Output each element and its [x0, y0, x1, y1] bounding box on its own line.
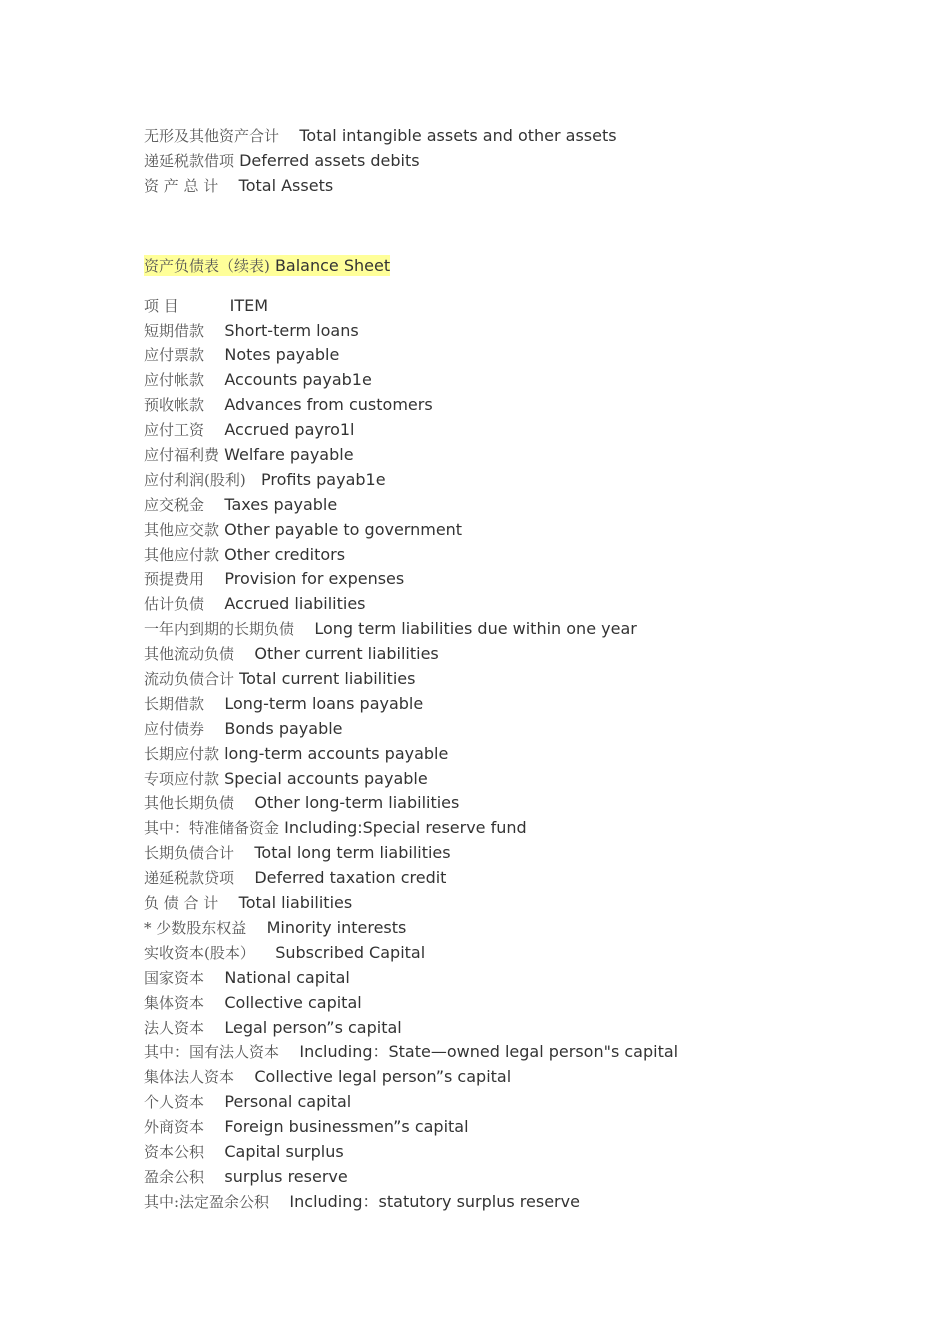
term-english: Total current liabilities	[239, 669, 416, 689]
term-chinese: 应付票款	[144, 346, 205, 365]
term-separator	[204, 968, 224, 987]
term-english: Provision for expenses	[224, 569, 405, 589]
term-separator	[234, 1067, 254, 1086]
term-english: Total long term liabilities	[254, 843, 451, 863]
term-chinese: * 少数股东权益	[144, 918, 247, 937]
term-chinese: 应交税金	[144, 495, 205, 514]
term-separator	[218, 176, 238, 195]
term-separator	[204, 395, 224, 414]
term-chinese: 法人资本	[144, 1018, 205, 1037]
term-chinese: 其他流动负债	[144, 645, 235, 664]
term-row	[144, 493, 904, 518]
term-row	[144, 692, 904, 717]
term-chinese: 项 目	[144, 296, 179, 315]
term-row	[144, 1040, 904, 1065]
term-chinese: 资本公积	[144, 1142, 205, 1161]
term-english: Subscribed Capital	[275, 942, 426, 962]
term-chinese: 专项应付款	[144, 769, 220, 788]
term-chinese: 其中：特准储备资金	[144, 819, 280, 838]
term-chinese: 其他应交款	[144, 520, 220, 539]
term-chinese: 实收资本(股本）	[144, 943, 255, 962]
term-separator	[204, 345, 224, 364]
term-row	[144, 368, 904, 393]
term-chinese: 应付帐款	[144, 371, 205, 390]
term-english: Collective legal person”s capital	[254, 1067, 512, 1087]
section-title-highlight	[144, 255, 390, 276]
term-english: Other current liabilities	[254, 644, 439, 664]
term-separator	[279, 1042, 299, 1061]
term-row	[144, 149, 904, 174]
term-english: Deferred assets debits	[239, 150, 420, 170]
term-english: Capital surplus	[224, 1141, 344, 1161]
term-row	[144, 468, 904, 493]
term-chinese: 流动负债合计	[144, 670, 235, 689]
term-chinese: 递延税款贷项	[144, 869, 235, 888]
term-separator	[204, 420, 224, 439]
term-separator	[204, 594, 224, 613]
term-english: Personal capital	[224, 1092, 352, 1112]
term-separator	[204, 1092, 224, 1111]
term-row	[144, 174, 904, 199]
term-separator	[204, 1167, 224, 1186]
term-chinese: 应付债券	[144, 719, 205, 738]
term-separator	[204, 719, 224, 738]
term-english: Special accounts payable	[224, 768, 428, 788]
term-row	[144, 319, 904, 344]
spacer	[144, 278, 904, 294]
term-row	[144, 343, 904, 368]
liabilities-equity-block	[144, 294, 904, 1215]
term-chinese: 无形及其他资产合计	[144, 127, 280, 145]
term-english: Minority interests	[266, 917, 407, 937]
term-row	[144, 966, 904, 991]
term-row	[144, 767, 904, 792]
term-separator	[234, 868, 254, 887]
term-english: Other payable to government	[224, 519, 463, 539]
term-chinese: 其中:法定盈余公积	[144, 1192, 270, 1211]
term-english: Total intangible assets and other assets	[299, 126, 617, 145]
term-separator	[234, 644, 254, 663]
term-chinese: 集体资本	[144, 993, 205, 1012]
term-chinese: 个人资本	[144, 1093, 205, 1112]
term-separator	[204, 1142, 224, 1161]
term-english: Accounts payab1e	[224, 370, 372, 390]
term-row	[144, 1190, 904, 1215]
term-row	[144, 518, 904, 543]
term-english: Accrued liabilities	[224, 594, 366, 614]
term-chinese: 应付工资	[144, 421, 205, 440]
term-row	[144, 1016, 904, 1041]
term-separator	[204, 694, 224, 713]
term-row	[144, 1140, 904, 1165]
term-chinese: 预提费用	[144, 570, 205, 589]
section-title	[144, 253, 904, 278]
term-chinese: 估计负债	[144, 595, 205, 614]
term-row	[144, 941, 904, 966]
term-row	[144, 1065, 904, 1090]
term-row	[144, 667, 904, 692]
term-separator	[204, 321, 224, 340]
term-english: Taxes payable	[224, 494, 338, 514]
term-separator	[204, 495, 224, 514]
term-english: Total Assets	[238, 175, 334, 195]
term-chinese: 应付利润(股利)	[144, 470, 246, 489]
term-separator	[218, 893, 238, 912]
term-separator	[269, 1192, 289, 1211]
term-row	[144, 124, 904, 149]
term-english: Other creditors	[224, 544, 346, 564]
term-row	[144, 1165, 904, 1190]
term-row	[144, 717, 904, 742]
term-english: Long term liabilities due within one year	[314, 619, 637, 639]
term-english: surplus reserve	[224, 1166, 348, 1186]
term-row	[144, 393, 904, 418]
term-english: Notes payable	[224, 345, 340, 365]
term-separator	[294, 619, 314, 638]
term-english: Collective capital	[224, 992, 362, 1012]
term-separator	[204, 370, 224, 389]
term-english: Bonds payable	[224, 718, 343, 738]
term-chinese: 国家资本	[144, 968, 205, 987]
term-row	[144, 592, 904, 617]
term-chinese: 预收帐款	[144, 396, 205, 415]
term-english: Other long-term liabilities	[254, 793, 460, 813]
term-chinese: 外商资本	[144, 1118, 205, 1137]
term-english: Deferred taxation credit	[254, 868, 447, 888]
term-chinese: 盈余公积	[144, 1167, 205, 1186]
term-english: ITEM	[229, 295, 269, 315]
term-separator	[246, 470, 261, 489]
section-title-zh: 资产负债表（续表)	[144, 256, 270, 275]
term-chinese: 其他应付款	[144, 545, 220, 564]
term-english: Long-term loans payable	[224, 693, 424, 713]
document-page	[144, 124, 904, 1215]
term-row	[144, 916, 904, 941]
term-english: Including：statutory surplus reserve	[289, 1191, 580, 1211]
term-row	[144, 742, 904, 767]
assets-summary-block	[144, 124, 904, 199]
term-english: Accrued payro1l	[224, 420, 355, 440]
term-english: Profits payab1e	[260, 469, 386, 489]
term-chinese: 负 债 合 计	[144, 894, 219, 913]
spacer	[144, 199, 904, 253]
term-row	[144, 841, 904, 866]
term-chinese: 递延税款借项	[144, 151, 235, 170]
term-english: Welfare payable	[224, 445, 354, 465]
term-separator	[204, 569, 224, 588]
term-english: Advances from customers	[224, 395, 433, 415]
term-row	[144, 891, 904, 916]
term-chinese: 短期借款	[144, 321, 205, 340]
term-english: Including:Special reserve fund	[284, 818, 527, 838]
term-chinese: 长期借款	[144, 694, 205, 713]
term-row	[144, 1115, 904, 1140]
term-chinese: 长期应付款	[144, 744, 220, 763]
term-chinese: 资 产 总 计	[144, 176, 219, 195]
term-separator	[246, 918, 266, 937]
term-english: Including：State—owned legal person"s capital	[299, 1042, 679, 1062]
term-english: Total liabilities	[238, 893, 353, 913]
term-row	[144, 791, 904, 816]
term-separator	[204, 993, 224, 1012]
term-row	[144, 816, 904, 841]
term-chinese: 集体法人资本	[144, 1068, 235, 1087]
term-row	[144, 642, 904, 667]
term-separator	[204, 1117, 224, 1136]
term-row	[144, 1090, 904, 1115]
term-separator	[234, 793, 254, 812]
term-row	[144, 294, 904, 319]
term-row	[144, 567, 904, 592]
term-english: National capital	[224, 967, 350, 987]
term-english: Legal person”s capital	[224, 1017, 402, 1037]
term-row	[144, 617, 904, 642]
term-separator	[255, 943, 275, 962]
term-row	[144, 991, 904, 1016]
term-chinese: 其中：国有法人资本	[144, 1043, 280, 1062]
term-chinese: 长期负债合计	[144, 844, 235, 863]
term-row	[144, 543, 904, 568]
term-row	[144, 443, 904, 468]
term-row	[144, 866, 904, 891]
term-english: Foreign businessmen”s capital	[224, 1117, 469, 1137]
term-separator	[179, 296, 230, 315]
term-chinese: 其他长期负债	[144, 794, 235, 813]
term-separator	[204, 1018, 224, 1037]
term-english: long-term accounts payable	[224, 743, 449, 763]
term-english: Short-term loans	[224, 320, 359, 340]
term-separator	[234, 843, 254, 862]
term-chinese: 应付福利费	[144, 446, 220, 465]
term-separator	[279, 126, 299, 145]
section-title-en: Balance Sheet	[269, 255, 391, 275]
term-chinese: 一年内到期的长期负债	[144, 620, 295, 639]
term-row	[144, 418, 904, 443]
